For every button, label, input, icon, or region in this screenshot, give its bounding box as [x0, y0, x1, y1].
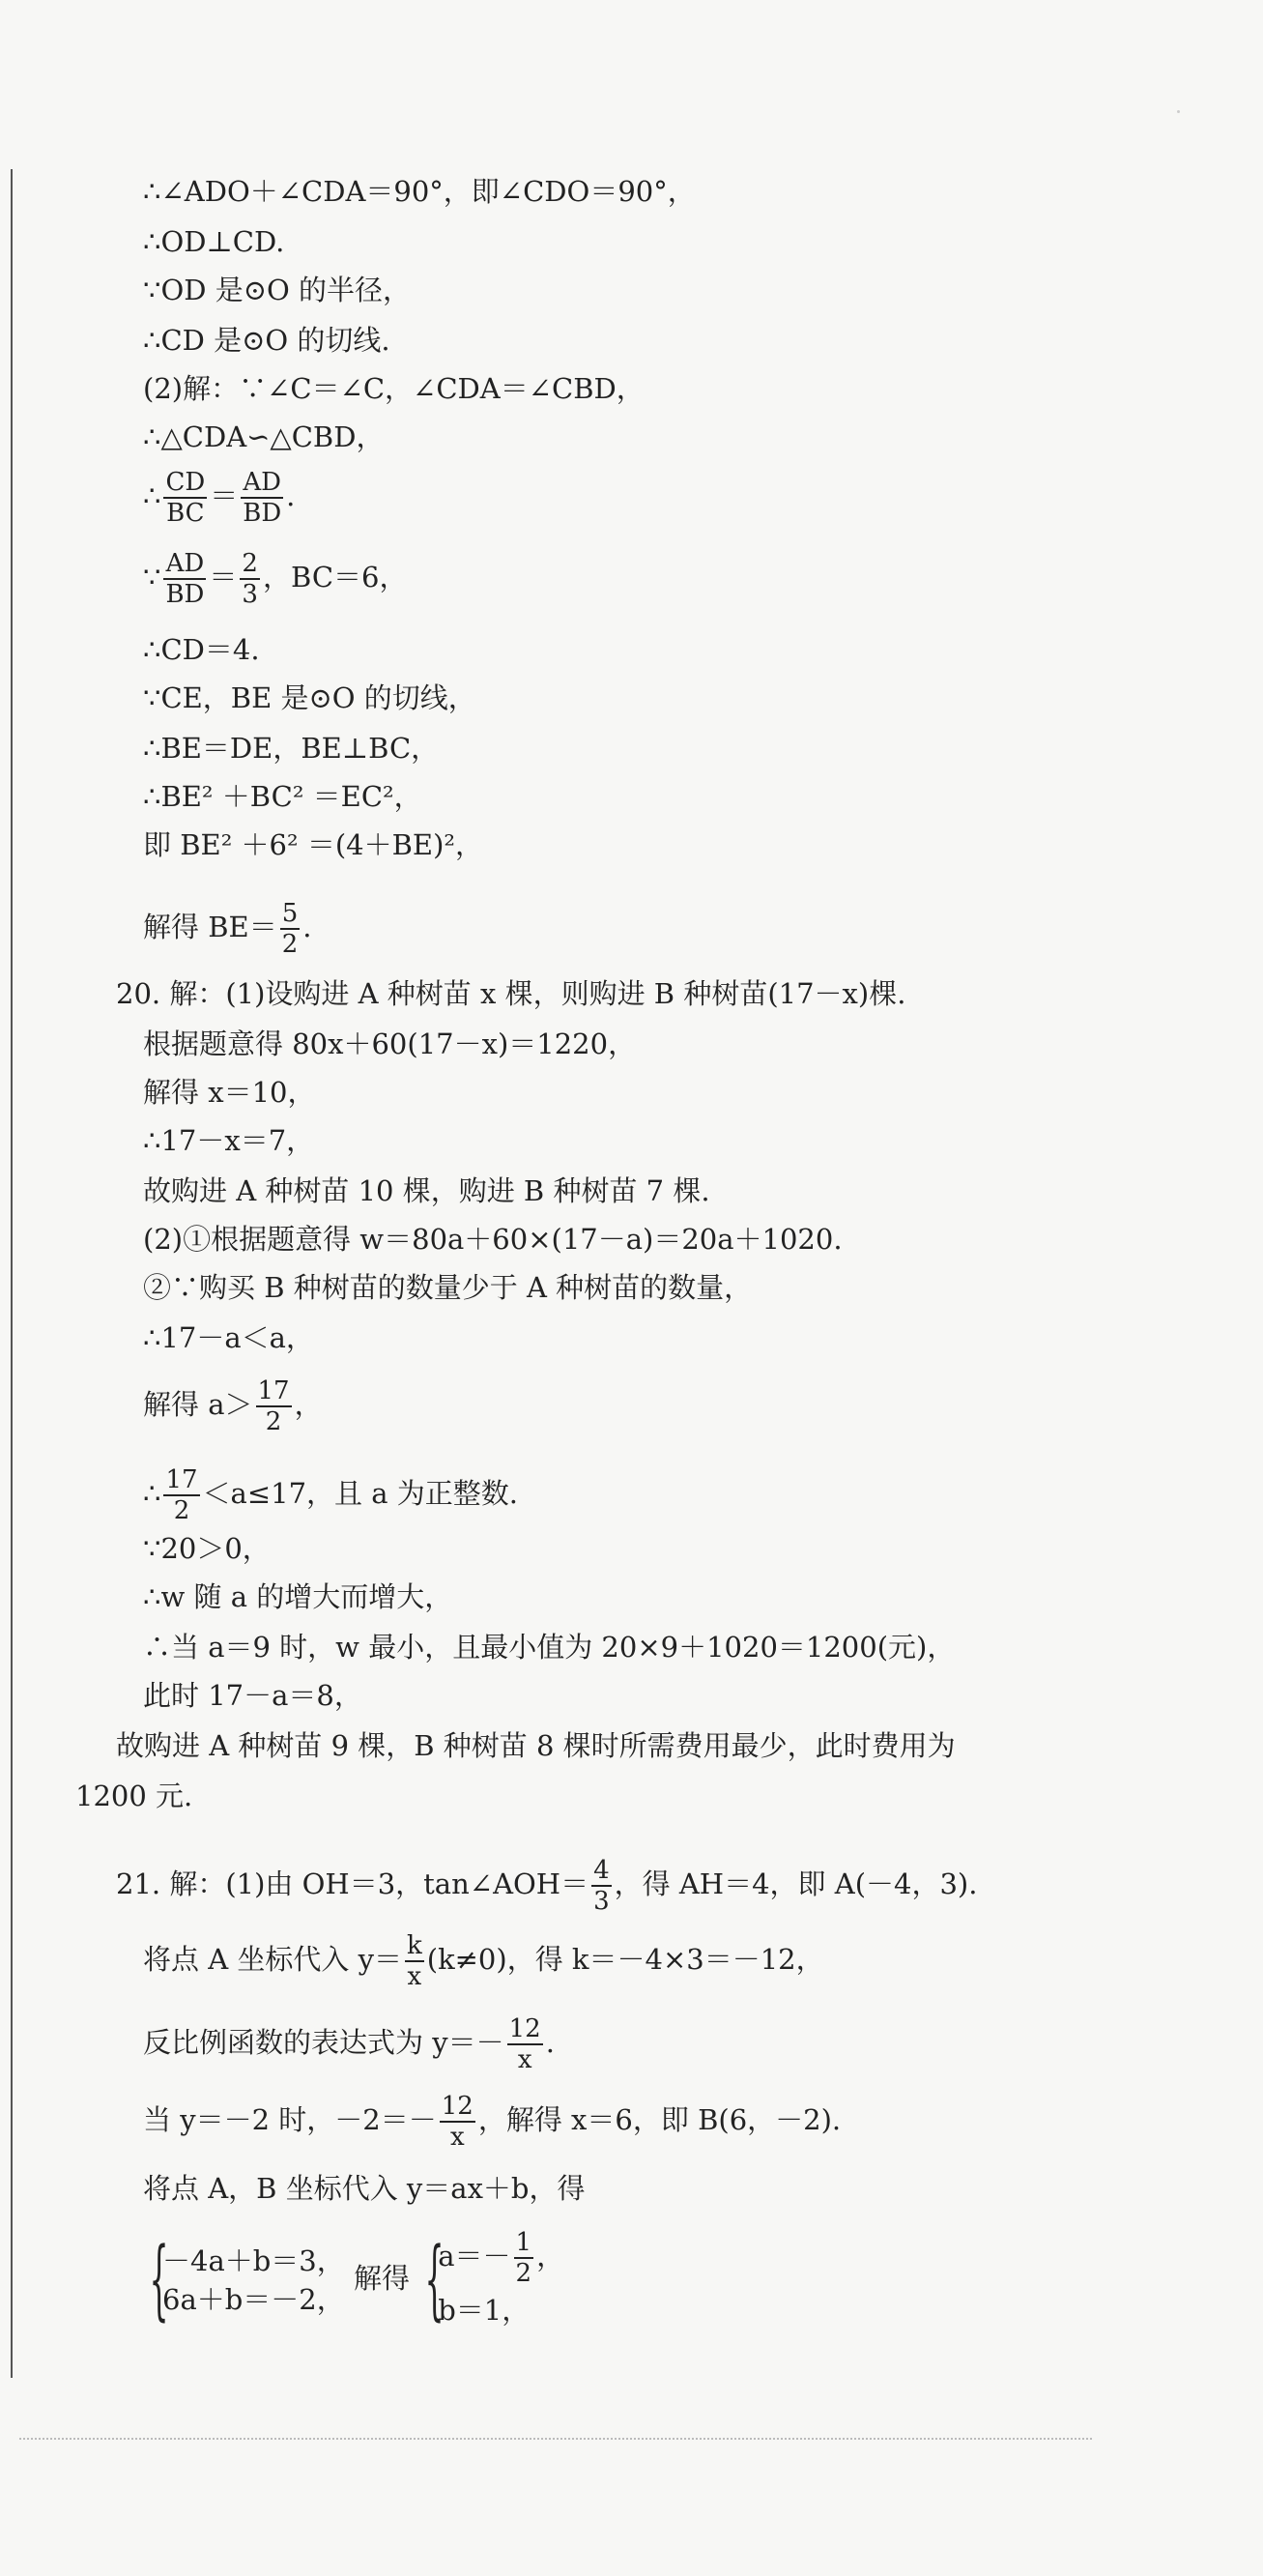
text-line: 解得 a＞ $\frac{17}{2}$ ， [143, 1376, 323, 1436]
text-line: ∴OD⊥CD. [143, 225, 285, 258]
text-line: ∴BE＝DE，BE⊥BC， [143, 732, 440, 765]
text-line: 此时 17－a＝8， [143, 1679, 362, 1712]
text-line: ②∵购买 B 种树苗的数量少于 A 种树苗的数量， [143, 1271, 753, 1304]
text-line: 解得 BE＝ $\frac{5}{2}$ . [143, 899, 312, 959]
text-line: 当 y＝－2 时，－2＝－ $\frac{12}{x}$ ，解得 x＝6，即 B(6，－2). [143, 2092, 842, 2152]
text-line: ∴ $\frac{17}{2}$ ＜a≤17，且 a 为正整数. [143, 1465, 518, 1525]
fraction: $\frac{5}{2}$ [281, 899, 299, 959]
text-line: 根据题意得 80x＋60(17－x)＝1220， [143, 1028, 637, 1060]
fraction: $\frac{AD}{BD}$ [243, 468, 282, 528]
fraction: $\frac{17}{2}$ [257, 1376, 290, 1436]
text-line: ∴17－a＜a， [143, 1321, 314, 1354]
left-margin-rule [11, 169, 13, 2378]
system-eq-1: －4a＋b＝3， [162, 2244, 345, 2277]
equation-system [143, 2228, 564, 2332]
text-line: ∵ $\frac{AD}{BD}$ ＝ $\frac{2}{3}$ ，BC＝6， [143, 549, 408, 609]
text-line: ∴CD＝4. [143, 633, 260, 666]
text-line: 1200 元. [75, 1780, 193, 1812]
fraction: $\frac{12}{x}$ [508, 2014, 541, 2074]
bottom-dotted-rule [19, 2438, 1092, 2440]
left-brace: { [149, 2229, 169, 2330]
text-line: 故购进 A 种树苗 10 棵，购进 B 种树苗 7 棵. [143, 1174, 710, 1207]
text-line: 反比例函数的表达式为 y＝－ $\frac{12}{x}$ . [143, 2014, 555, 2074]
text-line: 故购进 A 种树苗 9 棵，B 种树苗 8 棵时所需费用最少，此时费用为 [116, 1729, 956, 1762]
system-eq-2: 6a＋b＝－2， [162, 2283, 345, 2316]
text-line: ∵CE，BE 是⊙O 的切线， [143, 681, 476, 714]
text-line: ∵OD 是⊙O 的半径， [143, 274, 411, 306]
scan-speck [1177, 110, 1180, 113]
text-line: 将点 A 坐标代入 y＝ $\frac{k}{x}$ (k≠0)，得 k＝－4×3＝－12， [143, 1931, 824, 1991]
fraction: $\frac{4}{3}$ [593, 1856, 610, 1916]
text-line: ∴ $\frac{CD}{BC}$ ＝ $\frac{AD}{BD}$ . [143, 468, 296, 528]
fraction: $\frac{12}{x}$ [441, 2092, 474, 2152]
text-line: 21. 解：(1)由 OH＝3，tan∠AOH＝ $\frac{4}{3}$ ，得 AH＝4，即 A(－4，3). [116, 1856, 978, 1916]
text-line: ∴w 随 a 的增大而增大， [143, 1580, 453, 1613]
text-line: 20. 解：(1)设购进 A 种树苗 x 棵，则购进 B 种树苗(17－x)棵. [116, 977, 906, 1010]
text-line: ∴当 a＝9 时，w 最小，且最小值为 20×9＋1020＝1200(元)， [143, 1631, 956, 1664]
text-line: 即 BE² ＋6² ＝(4＋BE)²， [143, 828, 484, 861]
text-line: ∴∠ADO＋∠CDA＝90°，即∠CDO＝90°， [143, 175, 696, 208]
text-line: 将点 A，B 坐标代入 y＝ax＋b，得 [143, 2172, 586, 2205]
fraction: $\frac{AD}{BD}$ [165, 549, 205, 609]
fraction: $\frac{k}{x}$ [406, 1931, 422, 1991]
text-line: ∴17－x＝7， [143, 1124, 315, 1157]
solution-b: b＝1， [438, 2294, 531, 2327]
solution-a: a＝－ $\frac{1}{2}$ ， [438, 2228, 565, 2288]
text-line: 解得 x＝10， [143, 1076, 316, 1109]
right-system-brace: { [424, 2229, 445, 2330]
system-solve-label: 解得 [353, 2262, 410, 2295]
fraction: $\frac{17}{2}$ [165, 1465, 198, 1525]
text-line: ∵20＞0， [143, 1532, 271, 1565]
text-line: (2)①根据题意得 w＝80a＋60×(17－a)＝20a＋1020. [143, 1223, 843, 1256]
text-line: ∴CD 是⊙O 的切线. [143, 324, 390, 357]
text-line: (2)解：∵∠C＝∠C，∠CDA＝∠CBD， [143, 372, 645, 405]
text-line: ∴BE² ＋BC² ＝EC²， [143, 780, 422, 813]
text-line: ∴△CDA∽△CBD， [143, 420, 385, 453]
fraction: $\frac{2}{3}$ [242, 549, 258, 609]
fraction: $\frac{CD}{BC}$ [165, 468, 206, 528]
